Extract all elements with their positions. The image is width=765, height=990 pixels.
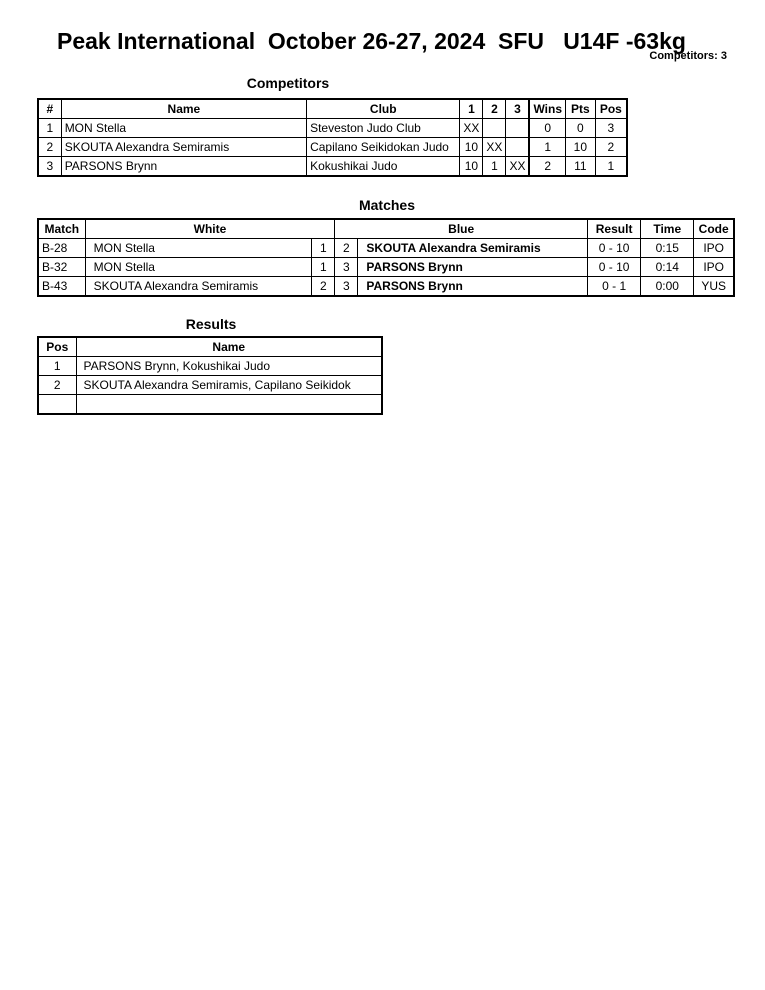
table-row bbox=[38, 239, 734, 258]
col-wins: Wins bbox=[529, 99, 565, 119]
competitor-club: Kokushikai Judo bbox=[307, 157, 460, 177]
col-code: Code bbox=[694, 219, 734, 239]
competitor-wins: 1 bbox=[529, 138, 565, 157]
score-1: 10 bbox=[460, 138, 483, 157]
score-3 bbox=[506, 138, 530, 157]
competitor-num: 2 bbox=[38, 138, 61, 157]
results-title: Results bbox=[185, 316, 237, 332]
results-table bbox=[37, 336, 383, 415]
score-3 bbox=[506, 119, 530, 138]
col-1: 1 bbox=[460, 99, 483, 119]
match-id: B-32 bbox=[38, 258, 85, 277]
match-result: 0 - 10 bbox=[588, 239, 641, 258]
col-result-pos: Pos bbox=[38, 337, 76, 357]
competitors-table bbox=[37, 98, 628, 177]
blue-player: SKOUTA Alexandra Semiramis bbox=[358, 239, 588, 258]
matches-header-row bbox=[38, 219, 734, 239]
white-num: 1 bbox=[312, 239, 335, 258]
blue-num: 3 bbox=[335, 277, 358, 297]
result-name: PARSONS Brynn, Kokushikai Judo bbox=[76, 357, 382, 376]
competitor-name: SKOUTA Alexandra Semiramis bbox=[61, 138, 306, 157]
results-header-row bbox=[38, 337, 382, 357]
blue-num: 3 bbox=[335, 258, 358, 277]
match-code: YUS bbox=[694, 277, 734, 297]
col-club: Club bbox=[307, 99, 460, 119]
competitor-pos: 2 bbox=[595, 138, 627, 157]
score-2 bbox=[483, 119, 506, 138]
table-row bbox=[38, 157, 627, 177]
table-row bbox=[38, 138, 627, 157]
col-2: 2 bbox=[483, 99, 506, 119]
col-result-name: Name bbox=[76, 337, 382, 357]
competitor-club: Steveston Judo Club bbox=[307, 119, 460, 138]
competitor-wins: 0 bbox=[529, 119, 565, 138]
competitor-pos: 3 bbox=[595, 119, 627, 138]
competitor-pts: 10 bbox=[566, 138, 596, 157]
col-result: Result bbox=[588, 219, 641, 239]
white-player: MON Stella bbox=[85, 239, 312, 258]
score-2: XX bbox=[483, 138, 506, 157]
col-pos: Pos bbox=[595, 99, 627, 119]
table-row bbox=[38, 277, 734, 297]
col-time: Time bbox=[641, 219, 694, 239]
match-id: B-43 bbox=[38, 277, 85, 297]
white-num: 1 bbox=[312, 258, 335, 277]
competitor-club: Capilano Seikidokan Judo bbox=[307, 138, 460, 157]
blue-num: 2 bbox=[335, 239, 358, 258]
result-pos: 2 bbox=[38, 376, 76, 395]
competitors-header-row bbox=[38, 99, 627, 119]
white-num: 2 bbox=[312, 277, 335, 297]
competitor-pts: 11 bbox=[566, 157, 596, 177]
result-name: SKOUTA Alexandra Semiramis, Capilano Seikidok bbox=[76, 376, 382, 395]
matches-title: Matches bbox=[358, 197, 416, 213]
competitor-pts: 0 bbox=[566, 119, 596, 138]
matches-table bbox=[37, 218, 735, 297]
table-row bbox=[38, 119, 627, 138]
match-code: IPO bbox=[694, 239, 734, 258]
table-row bbox=[38, 357, 382, 376]
result-pos: 1 bbox=[38, 357, 76, 376]
table-row bbox=[38, 395, 382, 415]
competitor-pos: 1 bbox=[595, 157, 627, 177]
col-blue: Blue bbox=[335, 219, 588, 239]
match-time: 0:14 bbox=[641, 258, 694, 277]
competitor-num: 3 bbox=[38, 157, 61, 177]
col-pts: Pts bbox=[566, 99, 596, 119]
competitors-count: Competitors: 3 bbox=[649, 50, 727, 62]
match-result: 0 - 10 bbox=[588, 258, 641, 277]
col-num: # bbox=[38, 99, 61, 119]
competitor-name: MON Stella bbox=[61, 119, 306, 138]
page-title: Peak International October 26-27, 2024 SFU U14F -63kg bbox=[57, 28, 686, 54]
white-player: MON Stella bbox=[85, 258, 312, 277]
match-time: 0:00 bbox=[641, 277, 694, 297]
competitor-wins: 2 bbox=[529, 157, 565, 177]
table-row bbox=[38, 258, 734, 277]
result-pos bbox=[38, 395, 76, 415]
score-1: 10 bbox=[460, 157, 483, 177]
competitor-num: 1 bbox=[38, 119, 61, 138]
competitor-name: PARSONS Brynn bbox=[61, 157, 306, 177]
score-2: 1 bbox=[483, 157, 506, 177]
col-name: Name bbox=[61, 99, 306, 119]
match-result: 0 - 1 bbox=[588, 277, 641, 297]
blue-player: PARSONS Brynn bbox=[358, 258, 588, 277]
match-time: 0:15 bbox=[641, 239, 694, 258]
match-id: B-28 bbox=[38, 239, 85, 258]
competitors-title: Competitors bbox=[246, 75, 330, 91]
col-3: 3 bbox=[506, 99, 530, 119]
result-name bbox=[76, 395, 382, 415]
match-code: IPO bbox=[694, 258, 734, 277]
score-1: XX bbox=[460, 119, 483, 138]
table-row bbox=[38, 376, 382, 395]
col-white: White bbox=[85, 219, 335, 239]
blue-player: PARSONS Brynn bbox=[358, 277, 588, 297]
score-3: XX bbox=[506, 157, 530, 177]
col-match: Match bbox=[38, 219, 85, 239]
white-player: SKOUTA Alexandra Semiramis bbox=[85, 277, 312, 297]
